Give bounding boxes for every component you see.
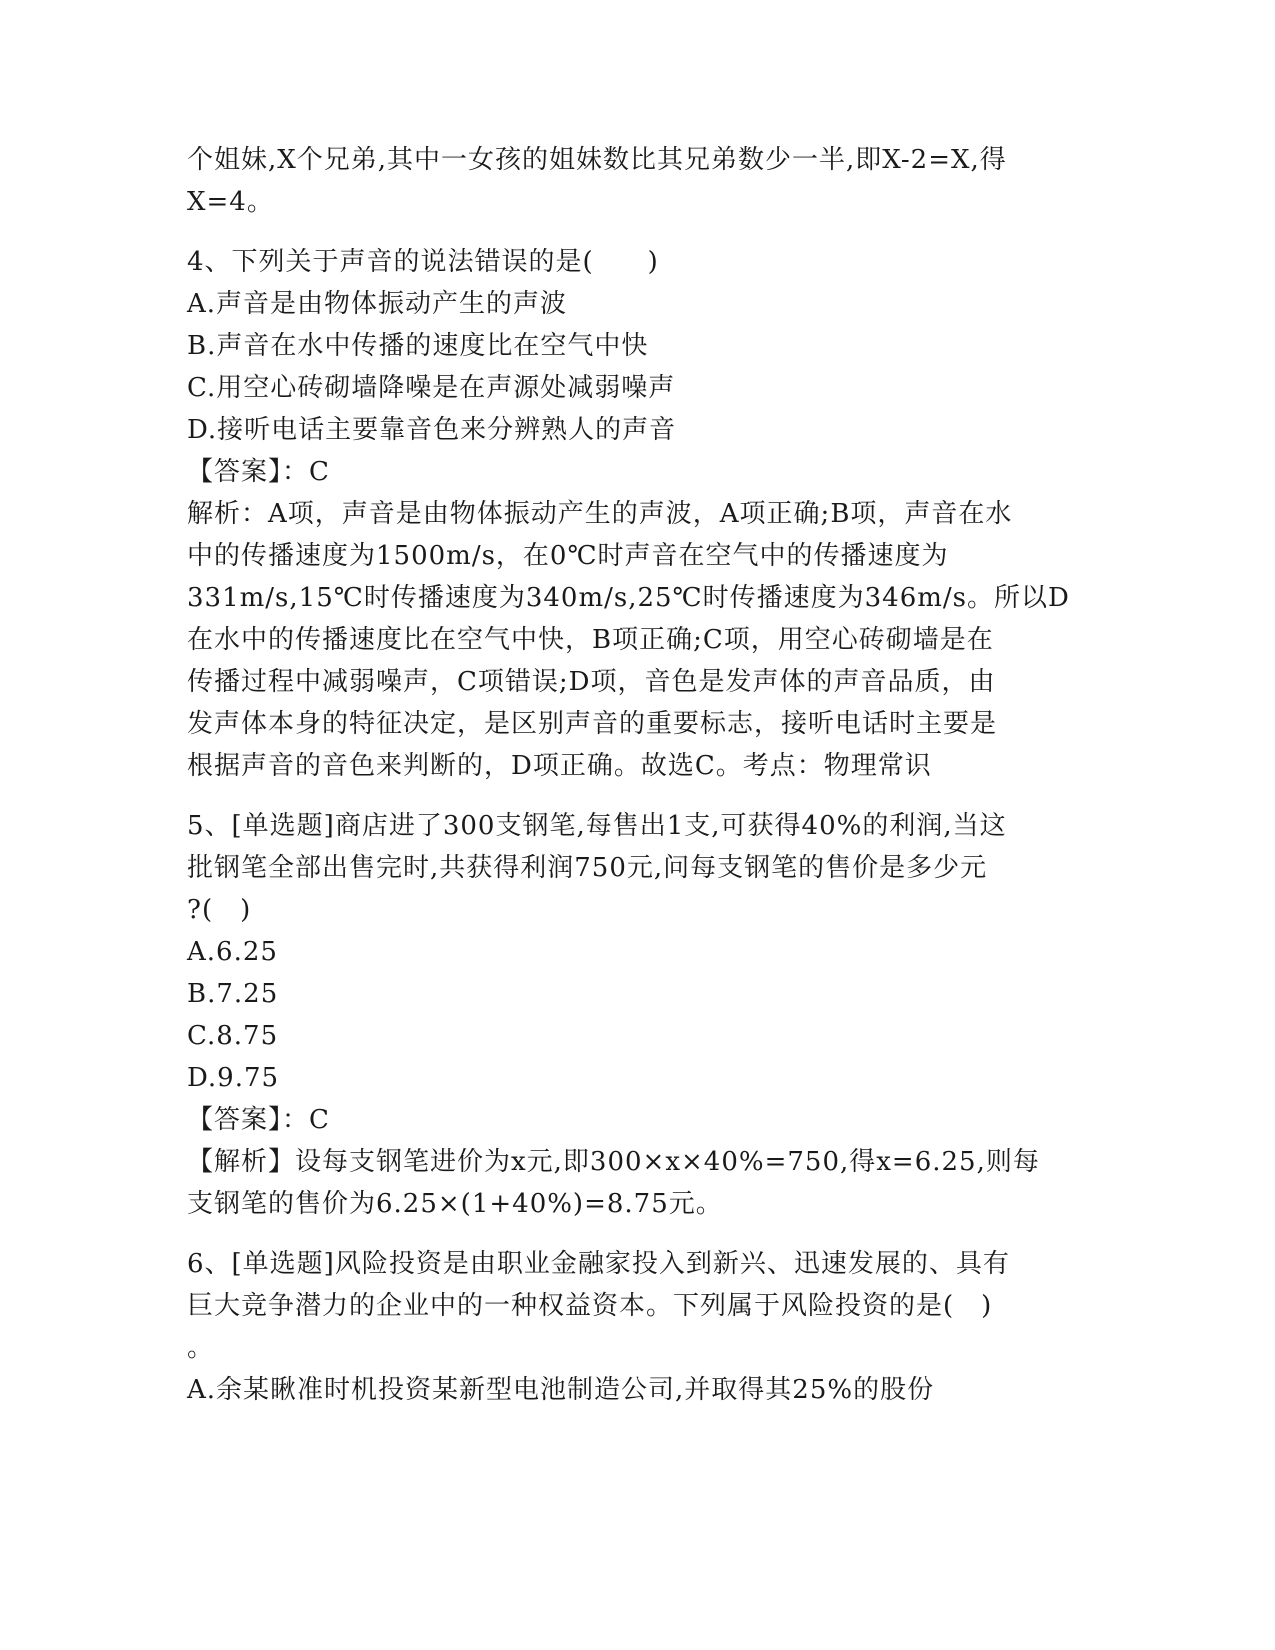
question-5-option-a: A.6.25 — [187, 937, 278, 967]
intro-line: 个姐妹,X个兄弟,其中一女孩的姐妹数比其兄弟数少一半,即X-2=X,得 — [187, 145, 1007, 175]
question-4-explanation-line: 发声体本身的特征决定，是区别声音的重要标志，接听电话时主要是 — [187, 709, 998, 739]
question-5-option-d: D.9.75 — [187, 1063, 280, 1093]
question-4-explanation-line: 根据声音的音色来判断的，D项正确。故选C。考点：物理常识 — [187, 751, 932, 781]
question-4-stem: 4、下列关于声音的说法错误的是( ) — [187, 247, 659, 277]
question-5-answer: 【答案】：C — [187, 1105, 330, 1135]
question-5-stem-line: 5、[单选题]商店进了300支钢笔,每售出1支,可获得40%的利润,当这 — [187, 811, 1007, 841]
question-4-explanation-line: 传播过程中减弱噪声，C项错误;D项，音色是发声体的声音品质，由 — [187, 667, 996, 697]
question-5-explanation-line: 支钢笔的售价为6.25×(1+40%)=8.75元。 — [187, 1189, 723, 1219]
question-4-option-a: A.声音是由物体振动产生的声波 — [187, 289, 568, 319]
question-4-explanation-line: 中的传播速度为1500m/s，在0℃时声音在空气中的传播速度为 — [187, 541, 949, 571]
question-5-option-c: C.8.75 — [187, 1021, 279, 1051]
question-6-stem-line: 。 — [187, 1333, 215, 1363]
question-4-option-c: C.用空心砖砌墙降噪是在声源处减弱噪声 — [187, 373, 676, 403]
question-4-explanation-line: 331m/s,15℃时传播速度为340m/s,25℃时传播速度为346m/s。所以D — [187, 583, 1070, 613]
question-6-option-a: A.余某瞅准时机投资某新型电池制造公司,并取得其25%的股份 — [187, 1375, 935, 1405]
question-6-stem-line: 巨大竞争潜力的企业中的一种权益资本。下列属于风险投资的是( ) — [187, 1291, 993, 1321]
question-5-explanation-line: 【解析】设每支钢笔进价为x元,即300×x×40%=750,得x=6.25,则每 — [187, 1147, 1040, 1177]
question-4-option-b: B.声音在水中传播的速度比在空气中快 — [187, 331, 649, 361]
question-5-option-b: B.7.25 — [187, 979, 279, 1009]
question-5-stem-line: 批钢笔全部出售完时,共获得利润750元,问每支钢笔的售价是多少元 — [187, 853, 988, 883]
question-4-explanation-line: 解析：A项，声音是由物体振动产生的声波，A项正确;B项，声音在水 — [187, 499, 1013, 529]
question-4-option-d: D.接听电话主要靠音色来分辨熟人的声音 — [187, 415, 677, 445]
question-4-explanation-line: 在水中的传播速度比在空气中快，B项正确;C项，用空心砖砌墙是在 — [187, 625, 994, 655]
intro-line: X=4。 — [187, 187, 274, 217]
question-6-stem-line: 6、[单选题]风险投资是由职业金融家投入到新兴、迅速发展的、具有 — [187, 1249, 1010, 1279]
question-4-answer: 【答案】：C — [187, 457, 330, 487]
question-5-stem-line: ?( ) — [187, 895, 252, 925]
